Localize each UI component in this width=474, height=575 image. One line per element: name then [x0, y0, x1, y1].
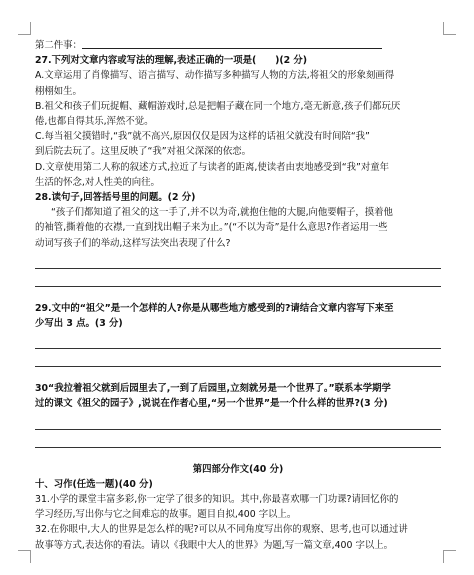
q28-answer-line-1[interactable]: [35, 251, 441, 269]
crop-mark-top-left: [18, 22, 31, 35]
q30-line2: 过的课文《祖父的园子》,说说在作者心里,“另一个世界”是一个什么样的世界?(3 分): [35, 398, 388, 410]
q29-line1: 29.文中的“祖父”是一个怎样的人?你是从哪些地方感受到的?请结合文章内容写下来至: [35, 302, 394, 314]
question-27: [35, 53, 441, 190]
question-30: [35, 381, 441, 447]
q27-option-d-line2: 生活的怀念,对人性美的向往。: [35, 176, 160, 188]
crop-mark-bottom-right: [443, 550, 456, 563]
q29-line2: 少写出 3 点。(3 分): [35, 318, 123, 330]
second-thing-label: 第二件事：: [35, 40, 82, 51]
q27-option-c-line2: 到后院去玩了。这里反映了“我”对祖父深深的依恋。: [35, 146, 251, 158]
q27-title: 27.下列对文章内容或写法的理解,表述正确的一项是( )(2 分): [35, 55, 308, 67]
q27-option-b-line1: B.祖父和孩子们玩捉帽、藏帽游戏时,总是把帽子藏在同一个地方,毫无新意,孩子们都玩厌: [35, 100, 401, 112]
q29-answer-line-2[interactable]: [35, 349, 441, 367]
q28-passage-line2: 的袖管,撕着他的衣襟,一直到找出帽子来为止。”(“不以为奇”是什么意思?作者运用一些: [35, 222, 388, 234]
q28-passage-line1: “孩子们都知道了祖父的这一手了,并不以为奇,就抱住他的大腿,向他要帽子，摸着他: [51, 207, 393, 219]
q28-passage-line3: 动词写孩子们的举动,这样写法突出表现了什么?: [35, 237, 231, 249]
q27-option-a-line2: 栩栩如生。: [35, 85, 82, 97]
crop-mark-bottom-left: [18, 550, 31, 563]
q27-option-d-line1: D.文章使用第二人称的叙述方式,拉近了与读者的距离,使读者由衷地感受到“我”对童年: [35, 161, 390, 173]
q28-answer-line-2[interactable]: [35, 269, 441, 287]
part-four-title: 第四部分作文(40 分): [192, 463, 284, 475]
q30-answer-line-2[interactable]: [35, 430, 441, 448]
question-29: [35, 301, 441, 367]
q27-option-a-line1: A.文章运用了肖像描写、语言描写、动作描写多种描写人物的方法,将祖父的形象刻画得: [35, 70, 395, 82]
option-32-line1: 32.在你眼中,大人的世界是怎么样的呢?可以从不同角度写出你的观察、思考,也可以通过讲: [35, 524, 408, 536]
section-ten-title: 十、习作(任选一题)(40 分): [35, 478, 153, 490]
q27-option-b-line2: 倦,也都自得其乐,浑然不觉。: [35, 116, 154, 128]
option-32-line2: 故事等方式,表达你的看法。请以《我眼中大人的世界》为题,写一篇文章,400 字以上。: [35, 539, 393, 551]
q30-line1: 30“我拉着祖父就到后园里去了,一到了后园里,立刻就另是一个世界了。”联系本学期学: [35, 383, 391, 395]
q29-answer-line-1[interactable]: [35, 331, 441, 349]
option-31-line1: 31.小学的课堂丰富多彩,你一定学了很多的知识。其中,你最喜欢哪一门功课?请回忆你的: [35, 494, 399, 506]
second-thing-blank[interactable]: [82, 38, 382, 49]
option-31-line2: 学习经历,写出你与它之间难忘的故事。题目自拟,400 字以上。: [35, 509, 297, 521]
q27-option-c-line1: C.每当祖父摸错时,“我”就不高兴,原因仅仅是因为这样的话祖父就没有时间陪“我”: [35, 131, 370, 143]
document-content: [35, 38, 441, 553]
section-ten: [35, 477, 441, 553]
q28-title: 28.读句子,回答括号里的问题。(2 分): [35, 192, 196, 204]
question-28: [35, 190, 441, 287]
second-thing-line: [35, 38, 441, 53]
crop-mark-top-right: [443, 22, 456, 35]
q30-answer-line-1[interactable]: [35, 412, 441, 430]
